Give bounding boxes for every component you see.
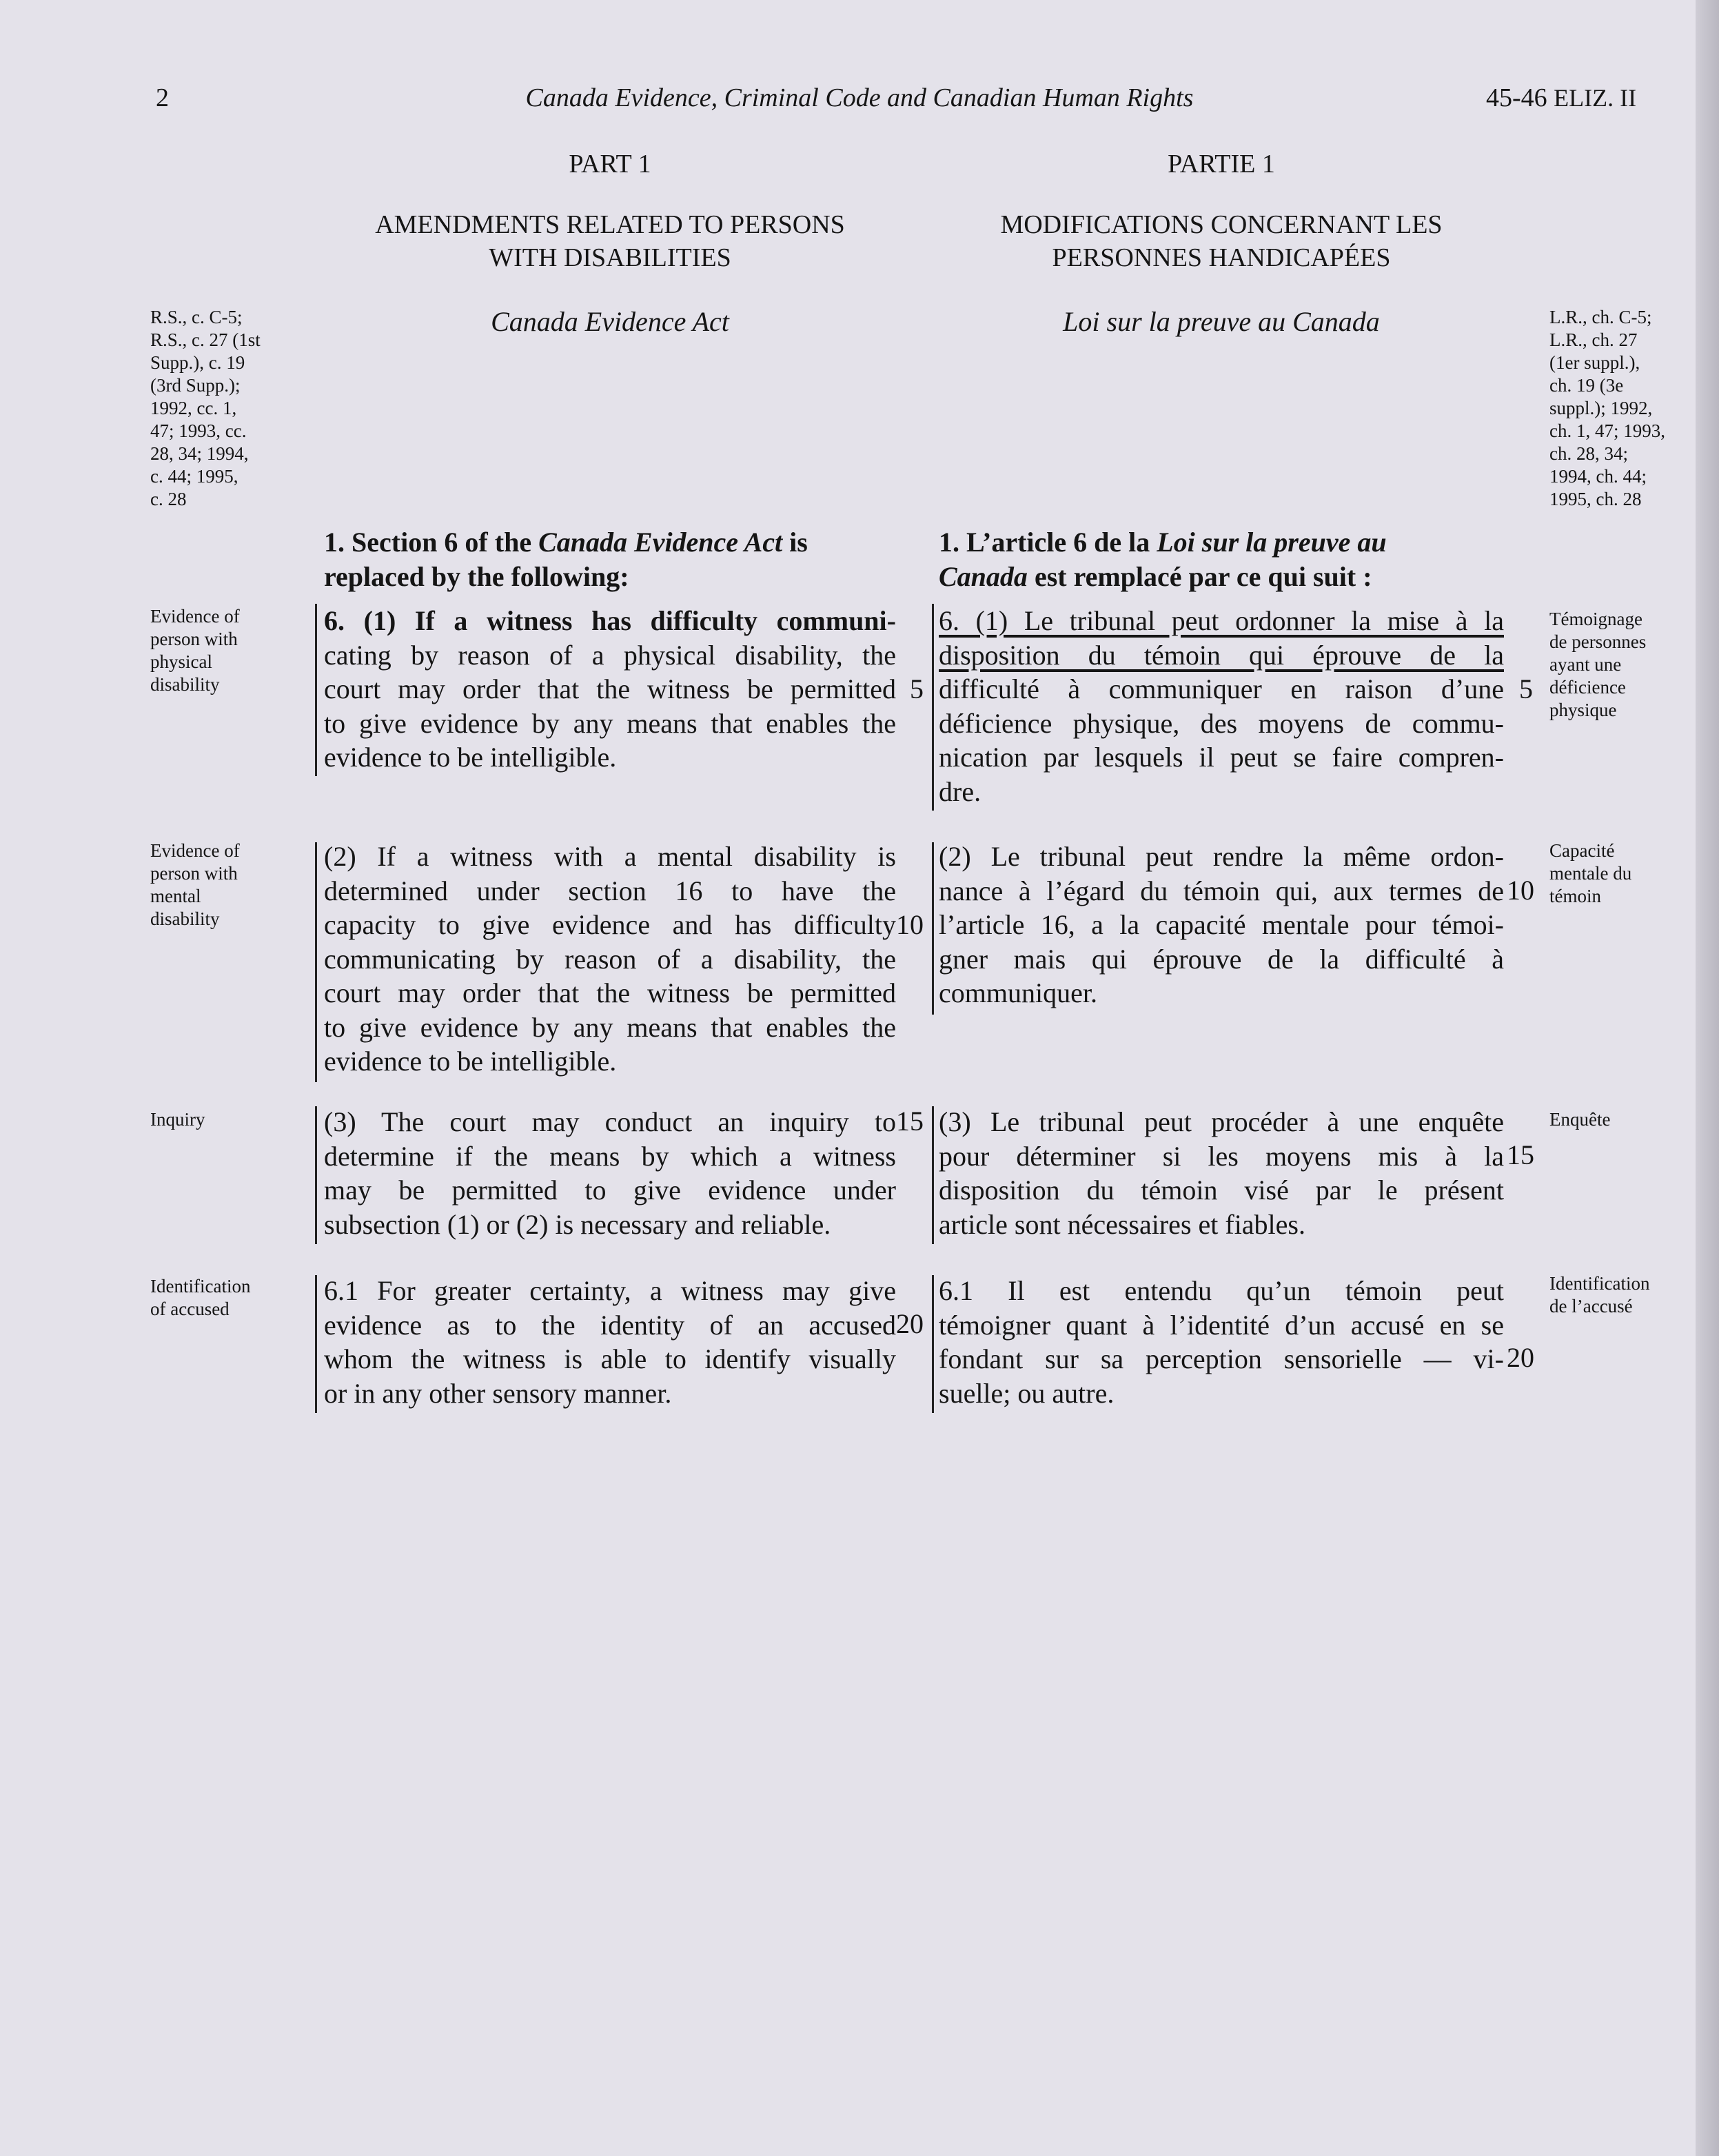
section-6-2-fr: (2) Le tribunal peut rendre la même ordon- nance à l’égard du témoin qui, aux termes de l’article 16, a la capacité mentale pour témoi- gner mais qui éprouve de la difficulté à communiquer. [939, 841, 1504, 1008]
act-name-en: Canada Evidence Act [491, 306, 729, 337]
line-number-5-fr: 5 [1519, 673, 1533, 704]
act-name-fr: Loi sur la preuve au Canada [1063, 306, 1380, 337]
note-en-s6-3: Inquiry [150, 1109, 205, 1130]
section-6-1a-fr: 6.1 Il est entendu qu’un témoin peut témoigner quant à l’identité d’un accusé en se fondant sur sa perception sensorielle — vi- suelle; ou autre. [939, 1275, 1504, 1409]
citation-en: R.S., c. C-5; R.S., c. 27 (1st Supp.), c. 19 (3rd Supp.); 1992, cc. 1, 47; 1993, cc. 28, 34; 1994, c. 44; 1995, c. 28 [150, 307, 261, 509]
rule-fr-s6-1a [932, 1275, 934, 1413]
rule-en-s6-1a [315, 1275, 317, 1413]
rule-en-s6-3 [315, 1106, 317, 1244]
regnal-year: 45-46 ELIZ. II [1486, 83, 1637, 112]
section-6-3-fr: (3) Le tribunal peut procéder à une enquête pour déterminer si les moyens mis à la disposition du témoin visé par le présent article sont nécessaires et fiables. [939, 1106, 1504, 1240]
part-title-en: AMENDMENTS RELATED TO PERSONS WITH DISABILITIES [375, 210, 845, 272]
line-number-20-fr: 20 [1507, 1342, 1534, 1373]
line-number-10-fr: 10 [1507, 875, 1534, 906]
part-title-fr: MODIFICATIONS CONCERNANT LES PERSONNES HANDICAPÉES [1000, 210, 1443, 272]
note-en-s6-1a: Identification of accused [150, 1276, 251, 1319]
note-fr-s6-1: Témoignage de personnes ayant une déficience physique [1549, 609, 1647, 720]
note-fr-s6-2: Capacité mentale du témoin [1549, 840, 1632, 906]
section-6-1-fr: 6. (1) Le tribunal peut ordonner la mise à la disposition du témoin qui éprouve de la difficulté à communiquer en raison d’une déficience physique, des moyens de commu- nication par lesquels il peut se faire compren- dre. [939, 605, 1504, 807]
page-number: 2 [156, 83, 169, 112]
rule-fr-s6-3 [932, 1106, 934, 1244]
section-6-1a-en: 6.1 For greater certainty, a witness may give evidence as to the identity of an accused whom the witness is able to identify visually or in any other sensory manner. [324, 1275, 896, 1409]
clause-1-fr: 1. L’article 6 de la Loi sur la preuve au Canada est remplacé par ce qui suit : [939, 527, 1387, 592]
note-fr-s6-3: Enquête [1549, 1109, 1611, 1130]
note-en-s6-2: Evidence of person with mental disability [150, 840, 240, 929]
running-title: Canada Evidence, Criminal Code and Canadian Human Rights [525, 83, 1194, 112]
section-6-1-en: 6. (1) If a witness has difficulty communi- cating by reason of a physical disability, the court may order that the witness be permitted to give evidence by any means that enables the evidence to be intelligible. [324, 605, 896, 773]
line-number-15-en: 15 [896, 1106, 924, 1137]
part-label-en: PART 1 [569, 150, 651, 179]
line-number-5-en: 5 [910, 673, 924, 704]
section-6-2-en: (2) If a witness with a mental disability is determined under section 16 to have the capacity to give evidence and has difficulty communicating by reason of a disability, the court may order that the witness be permitted to give evidence by any means that enables the evidence to be intelligible. [324, 841, 896, 1077]
rule-en-s6-1 [315, 604, 317, 776]
line-number-20-en: 20 [896, 1308, 924, 1339]
rule-fr-s6-2 [932, 842, 934, 1015]
citation-fr: L.R., ch. C-5; L.R., ch. 27 (1er suppl.), ch. 19 (3e suppl.); 1992, ch. 1, 47; 1993, ch. 28, 34; 1994, ch. 44; 1995, ch. 28 [1549, 307, 1665, 509]
note-fr-s6-1a: Identification de l’accusé [1549, 1273, 1650, 1316]
line-number-15-fr: 15 [1507, 1139, 1534, 1170]
rule-fr-s6-1 [932, 604, 934, 811]
line-number-10-en: 10 [896, 909, 924, 940]
section-6-3-en: (3) The court may conduct an inquiry to determine if the means by which a witness may be permitted to give evidence under subsection (1) or (2) is necessary and reliable. [324, 1106, 896, 1240]
part-label-fr: PARTIE 1 [1168, 150, 1275, 179]
page-edge [1696, 0, 1719, 2156]
note-en-s6-1: Evidence of person with physical disability [150, 606, 240, 695]
rule-en-s6-2 [315, 842, 317, 1082]
clause-1-en: 1. Section 6 of the Canada Evidence Act is replaced by the following: [324, 527, 808, 592]
